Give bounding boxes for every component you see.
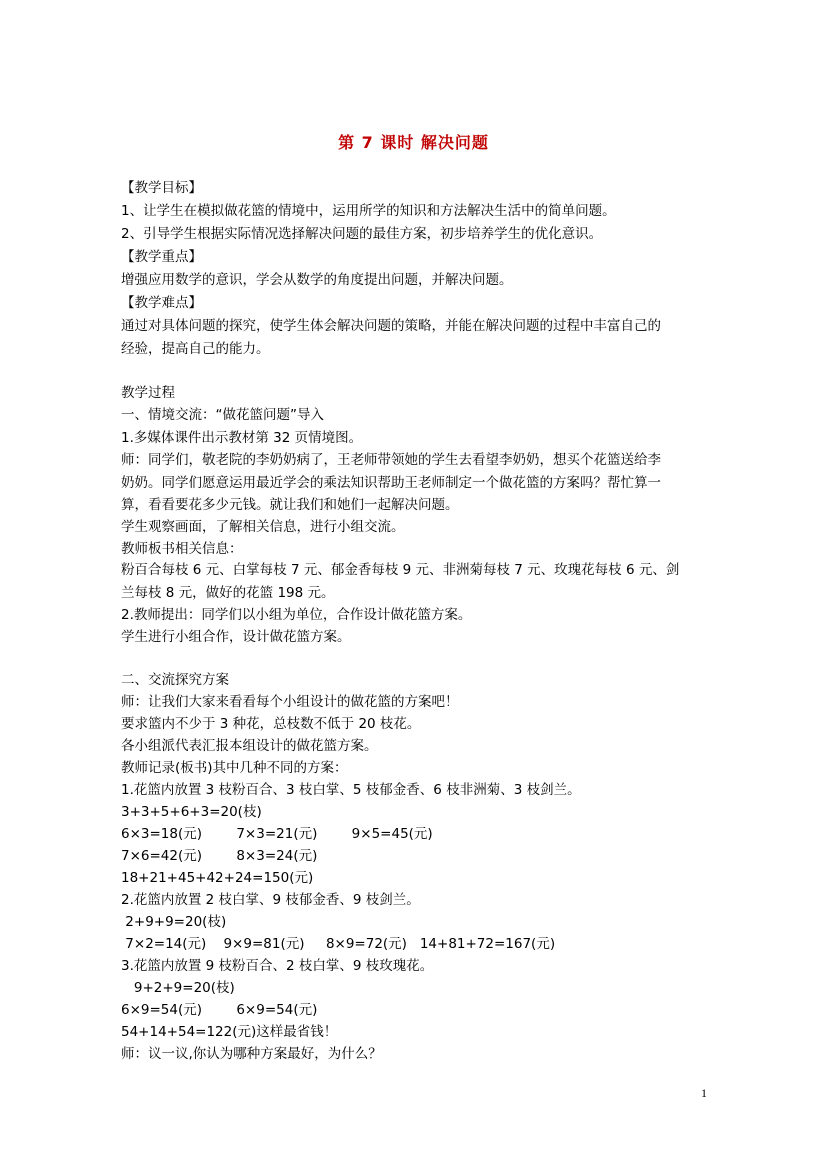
equation-line: 2+9+9=20(枝) [121, 914, 227, 930]
text-line: 增强应用数学的意识，学会从数学的角度提出问题，并解决问题。 [121, 272, 513, 288]
equation-line: 6×9=54(元) 6×9=54(元) [121, 1002, 318, 1018]
section-heading-exploration: 二、交流探究方案 [121, 672, 229, 688]
page-number: 1 [701, 1086, 707, 1100]
text-line: 要求篮内不少于 3 种花，总枝数不低于 20 枝花。 [121, 716, 421, 732]
text-line: 3.花篮内放置 9 枝粉百合、2 枝白掌、9 枝玫瑰花。 [121, 958, 434, 974]
text-line: 师：让我们大家来看看每个小组设计的做花篮的方案吧！ [121, 694, 459, 710]
section-heading-objectives: 【教学目标】 [121, 180, 202, 196]
equation-line: 7×6=42(元) 8×3=24(元) [121, 848, 318, 864]
text-line: 经验，提高自己的能力。 [121, 341, 270, 357]
text-line: 学生进行小组合作，设计做花篮方案。 [121, 629, 351, 645]
text-line: 粉百合每枝 6 元、白掌每枝 7 元、郁金香每枝 9 元、非洲菊每枝 7 元、玫瑰花每枝 6 元、剑 [121, 562, 680, 578]
text-line: 1.花篮内放置 3 枝粉百合、3 枝白掌、5 枝郁金香、6 枝非洲菊、3 枝剑兰。 [121, 782, 581, 798]
section-heading-process: 教学过程 [121, 385, 175, 401]
text-line: 通过对具体问题的探究，使学生体会解决问题的策略，并能在解决问题的过程中丰富自己的 [121, 318, 661, 334]
text-line: 学生观察画面，了解相关信息，进行小组交流。 [121, 519, 405, 535]
text-line: 2.花篮内放置 2 枝白掌、9 枝郁金香、9 枝剑兰。 [121, 892, 420, 908]
page-title: 第 7 课时 解决问题 [338, 133, 489, 152]
section-heading-difficulties: 【教学难点】 [121, 295, 202, 311]
text-line: 教师板书相关信息： [121, 541, 243, 557]
text-line: 2、引导学生根据实际情况选择解决问题的最佳方案，初步培养学生的优化意识。 [121, 226, 603, 242]
text-line: 师：同学们，敬老院的李奶奶病了，王老师带领她的学生去看望李奶奶，想买个花篮送给李 [121, 452, 661, 468]
text-line: 奶奶。同学们愿意运用最近学会的乘法知识帮助王老师制定一个做花篮的方案吗？帮忙算一 [121, 475, 661, 491]
text-line: 师：议一议,你认为哪种方案最好，为什么？ [121, 1046, 382, 1062]
equation-line: 18+21+45+42+24=150(元) [121, 870, 314, 886]
equation-line: 54+14+54=122(元)这样最省钱！ [121, 1024, 338, 1040]
text-line: 2.教师提出：同学们以小组为单位，合作设计做花篮方案。 [121, 607, 472, 623]
equation-line: 3+3+5+6+3=20(枝) [121, 804, 262, 820]
text-line: 1.多媒体课件出示教材第 32 页情境图。 [121, 430, 363, 446]
text-line: 各小组派代表汇报本组设计的做花篮方案。 [121, 738, 378, 754]
equation-line: 9+2+9=20(枝) [121, 980, 235, 996]
equation-line: 7×2=14(元) 9×9=81(元) 8×9=72(元) 14+81+72=167(元) [121, 936, 556, 952]
text-line: 1、让学生在模拟做花篮的情境中，运用所学的知识和方法解决生活中的简单问题。 [121, 203, 616, 219]
text-line: 算，看看要花多少元钱。就让我们和她们一起解决问题。 [121, 497, 459, 513]
section-heading-key-points: 【教学重点】 [121, 249, 202, 265]
text-line: 教师记录(板书)其中几种不同的方案： [121, 760, 348, 776]
text-line: 一、情境交流：“做花篮问题”导入 [121, 407, 324, 423]
text-line: 兰每枝 8 元，做好的花篮 198 元。 [121, 585, 335, 601]
equation-line: 6×3=18(元) 7×3=21(元) 9×5=45(元) [121, 826, 433, 842]
